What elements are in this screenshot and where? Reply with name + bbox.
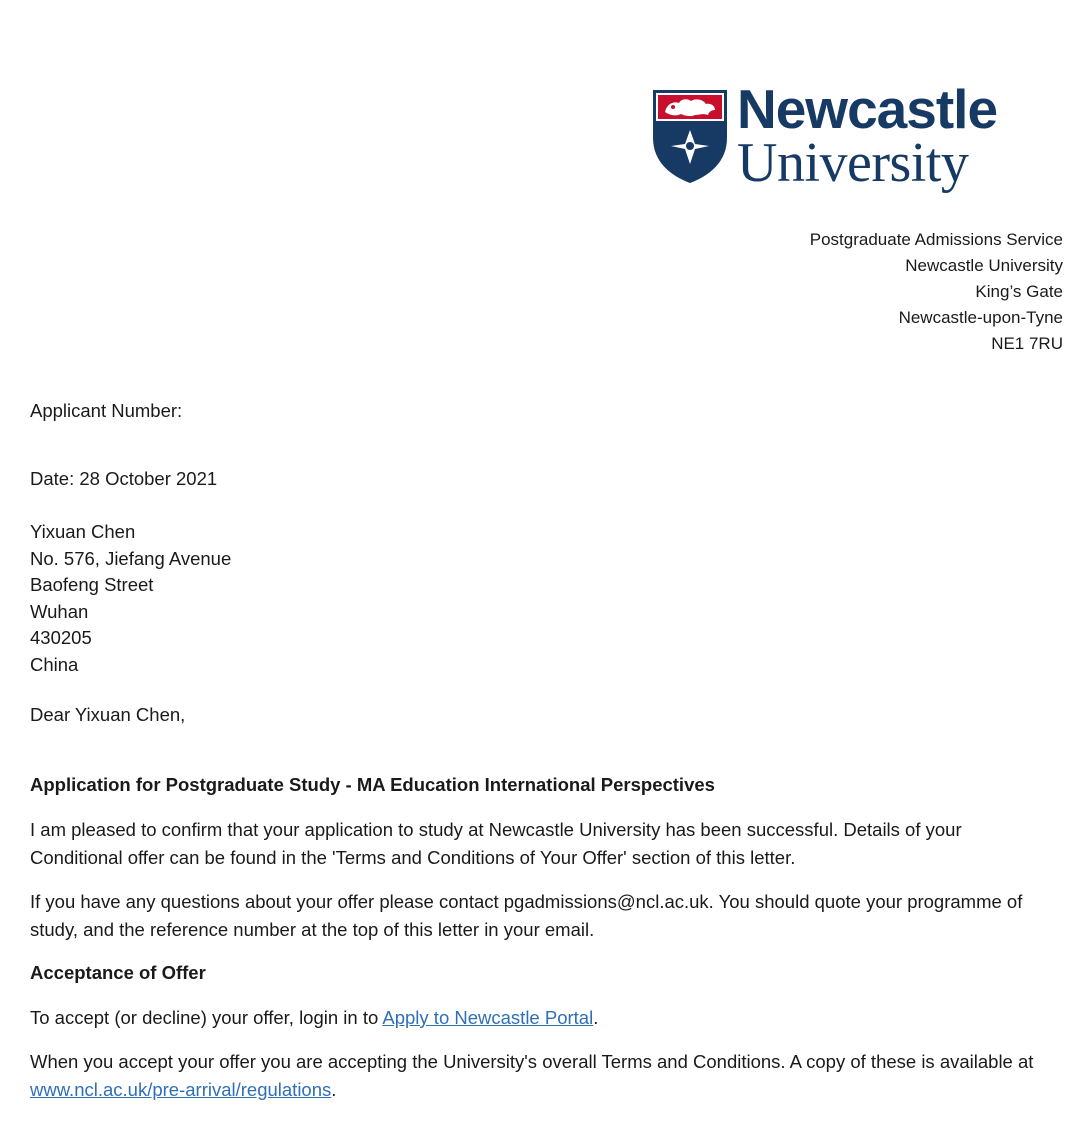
recipient-street: Baofeng Street bbox=[30, 574, 154, 595]
acceptance-paragraph bbox=[30, 1004, 1050, 1032]
salutation: Dear Yixuan Chen, bbox=[30, 704, 186, 725]
shield-icon bbox=[651, 88, 729, 184]
confirmation-paragraph: I am pleased to confirm that your application to study at Newcastle University has been successful. Details of your Conditional offer can be found in the 'Terms and Conditions of Your Offer' section of this letter. bbox=[30, 819, 962, 868]
address-line: Postgraduate Admissions Service bbox=[809, 230, 1063, 249]
recipient-address bbox=[30, 519, 231, 678]
recipient-street: No. 576, Jiefang Avenue bbox=[30, 547, 232, 569]
paragraph-text: . bbox=[593, 1007, 599, 1028]
paragraph-text: . bbox=[331, 1079, 337, 1100]
address-line: NE1 7RU bbox=[991, 334, 1063, 353]
apply-portal-link[interactable]: Apply to Newcastle Portal bbox=[382, 1007, 594, 1028]
terms-paragraph bbox=[30, 1048, 1050, 1104]
recipient-country: China bbox=[30, 653, 79, 675]
recipient-postcode: 430205 bbox=[30, 627, 92, 648]
paragraph-text: To accept (or decline) your offer, login in to bbox=[30, 1007, 383, 1028]
sender-address bbox=[810, 227, 1063, 357]
contact-paragraph: If you have any questions about your offer please contact pgadmissions@ncl.ac.uk. You should quote your programme of study, and the reference number at the top of this letter in your email. bbox=[30, 891, 1023, 940]
address-line: Newcastle University bbox=[905, 256, 1063, 275]
recipient-name: Yixuan Chen bbox=[30, 521, 136, 542]
paragraph-text: When you accept your offer you are accepting the University's overall Terms and Conditions. A copy of these is available at bbox=[30, 1051, 1034, 1072]
address-line: Newcastle-upon-Tyne bbox=[898, 308, 1063, 327]
address-line: King’s Gate bbox=[975, 282, 1063, 301]
applicant-number-label: Applicant Number: bbox=[30, 400, 183, 421]
letter-subject: Application for Postgraduate Study - MA Education International Perspectives bbox=[30, 774, 715, 795]
acceptance-heading: Acceptance of Offer bbox=[30, 962, 206, 983]
regulations-link[interactable]: www.ncl.ac.uk/pre-arrival/regulations bbox=[30, 1079, 332, 1100]
recipient-city: Wuhan bbox=[30, 600, 89, 622]
letter-date: Date: 28 October 2021 bbox=[30, 468, 218, 489]
university-logo bbox=[651, 78, 1021, 196]
logo-wordmark-university: University bbox=[737, 132, 969, 194]
logo-wordmark-newcastle: Newcastle bbox=[737, 78, 998, 140]
